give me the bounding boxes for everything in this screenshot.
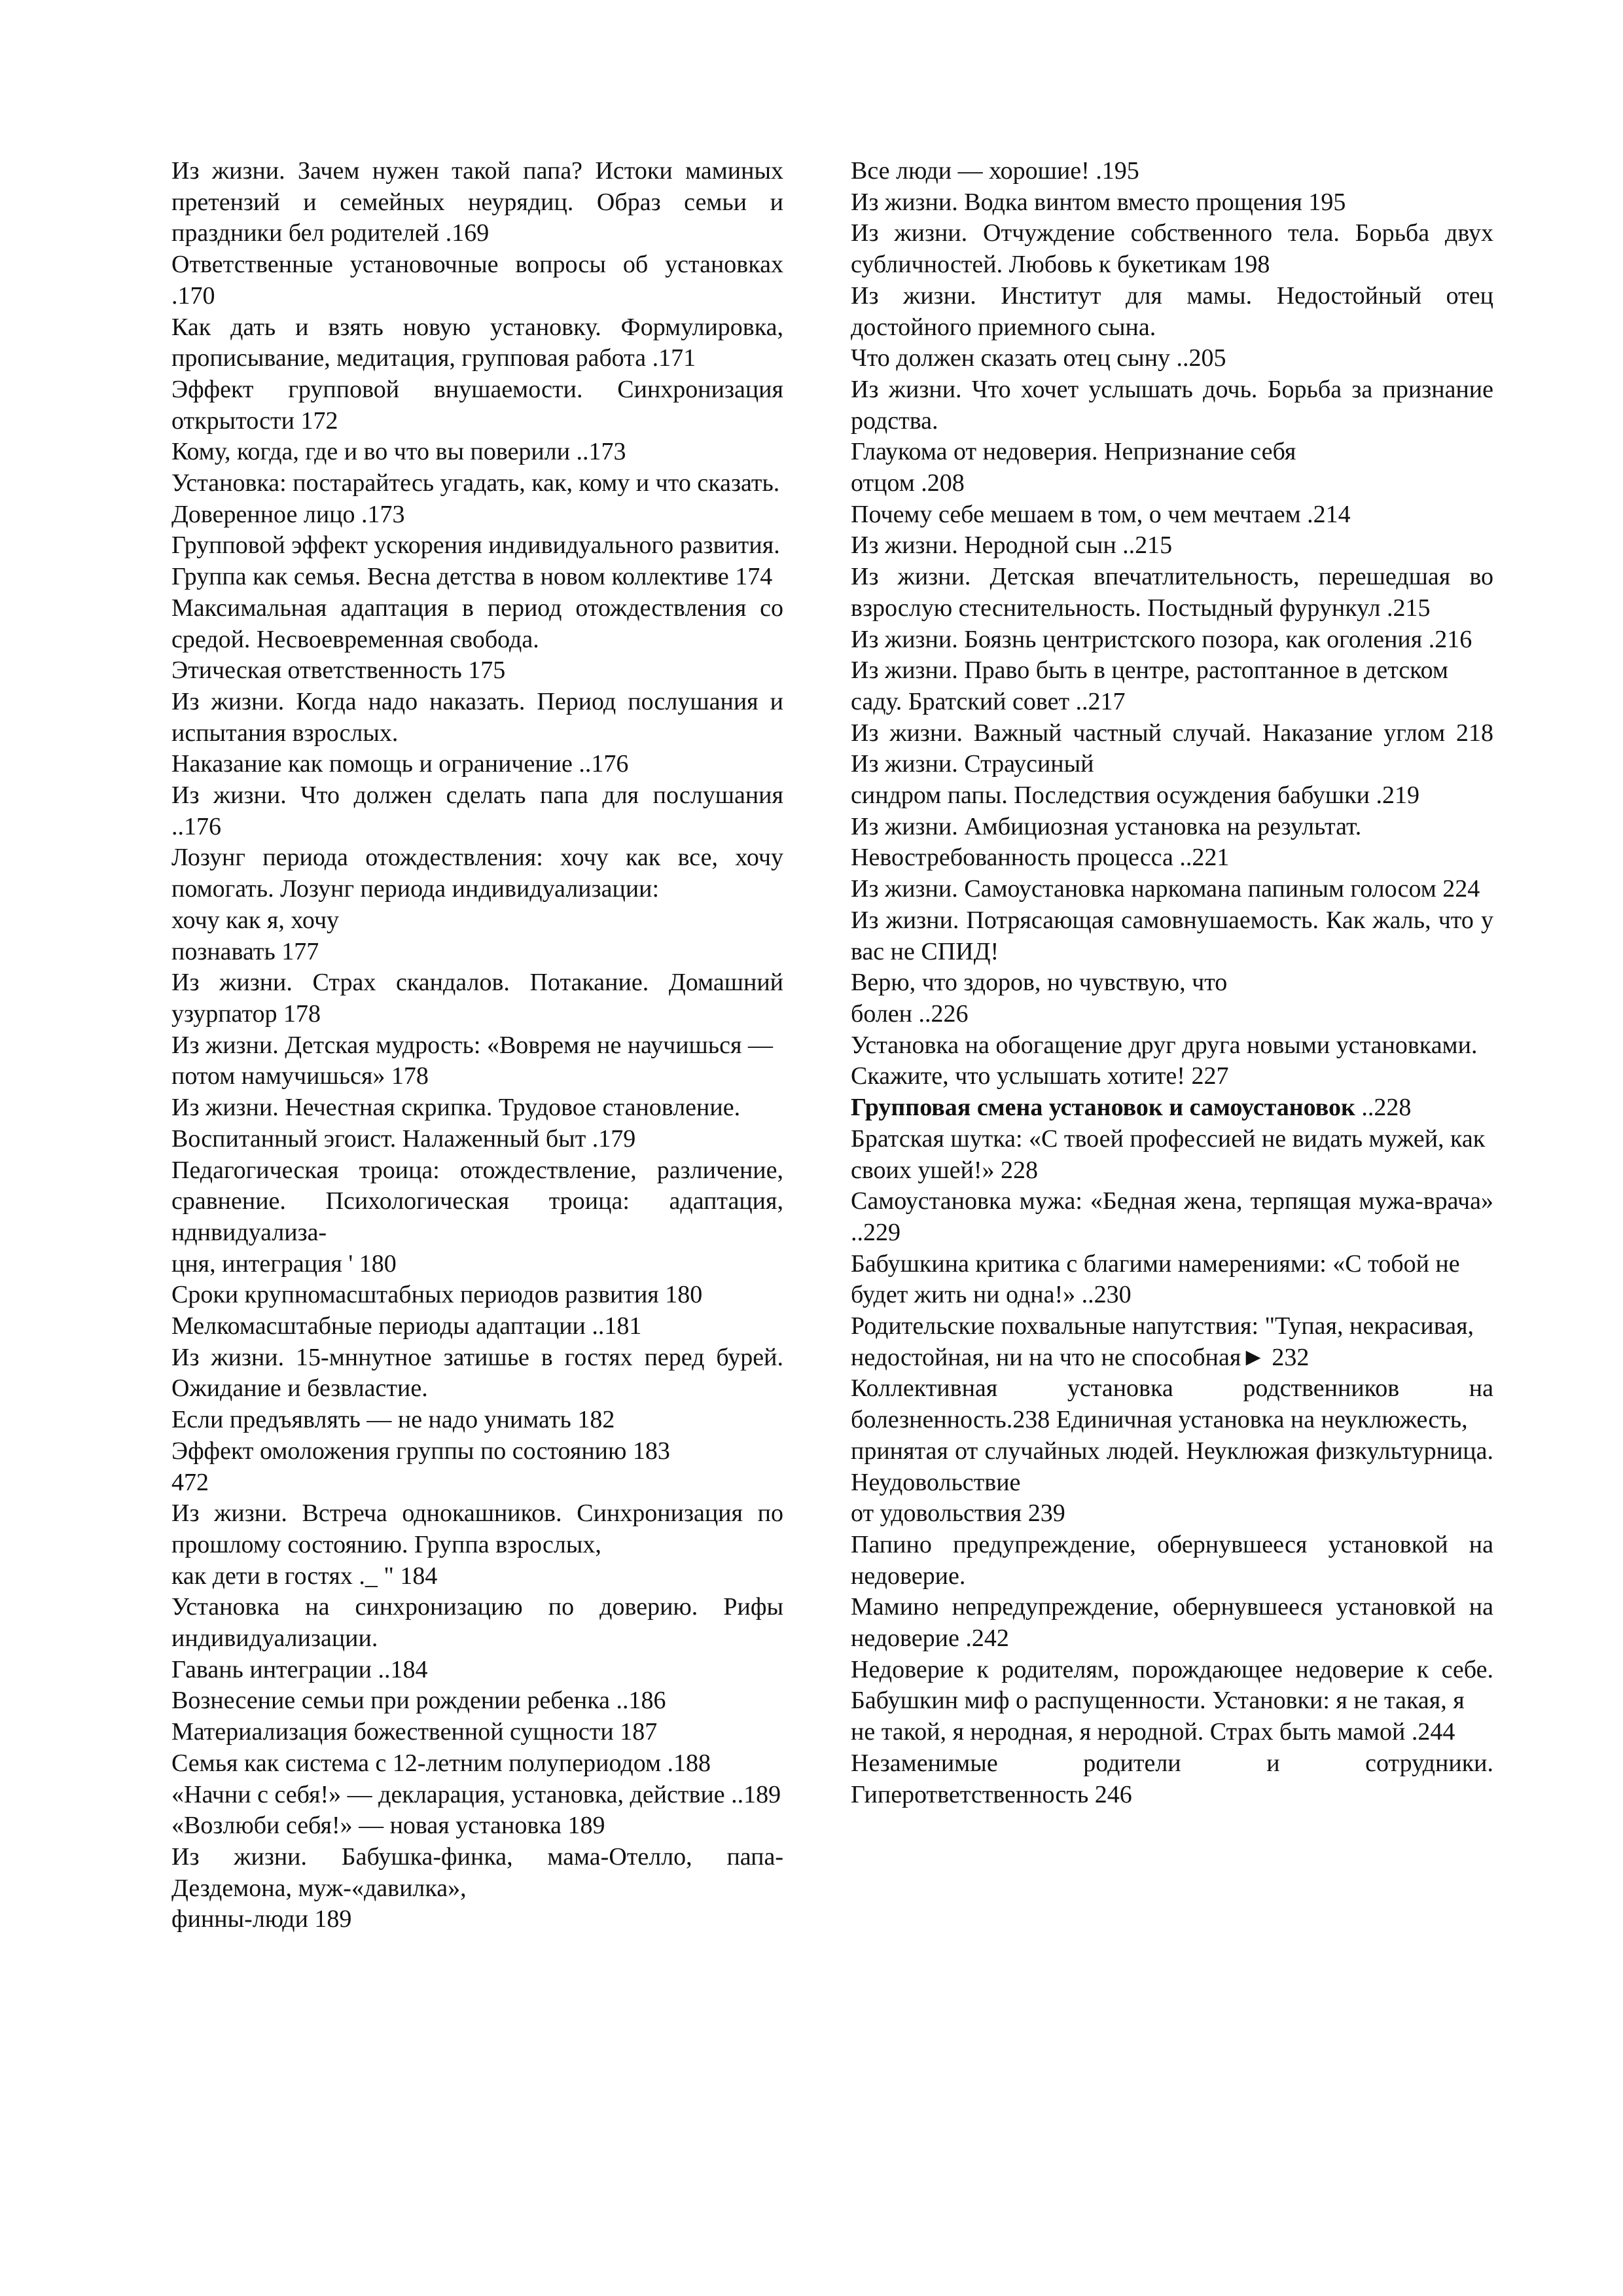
toc-entry: Группа как семья. Весна детства в новом коллективе 174: [171, 563, 773, 591]
toc-entry: Из жизни. Отчуждение собственного тела. Борьба двух субличностей. Любовь к букетикам 198: [851, 219, 1493, 279]
toc-entry: Из жизни. Нечестная скрипка. Трудовое становление.: [171, 1094, 741, 1122]
toc-entry: Из жизни. Что хочет услышать дочь. Борьба за признание родства.: [851, 375, 1493, 435]
toc-entry: Из жизни. Бабушка-финка, мама-Отелло, папа-Дездемона, муж-«давилка»,: [171, 1842, 783, 1902]
toc-entry: финны-люди 189: [171, 1905, 352, 1933]
toc-entry: Установка: постарайтесь угадать, как, кому и что сказать.: [171, 469, 780, 497]
toc-entry: недостойная, ни на что не способная► 232: [851, 1343, 1310, 1371]
toc-entry-bold: [851, 1092, 1493, 1124]
toc-entry: Из жизни. Самоустановка наркомана папиным голосом 224: [851, 875, 1480, 903]
toc-entry: Если предъявлять — не надо унимать 182: [171, 1406, 615, 1434]
toc-entry: Установка на синхронизацию по доверию. Рифы индивидуализации.: [171, 1593, 783, 1653]
toc-entry: Ответственные установочные вопросы об установках .170: [171, 251, 783, 310]
toc-entry: Из жизни. Боязнь центристского позора, как оголения .216: [851, 625, 1472, 653]
toc-entry: Из жизни. Детская мудрость: «Вовремя не научишься —: [171, 1031, 773, 1059]
toc-entry: потом намучишься» 178: [171, 1062, 429, 1090]
toc-entry: Установка на обогащение друг друга новыми установками.: [851, 1031, 1478, 1059]
toc-entry: будет жить ни одна!» ..230: [851, 1281, 1132, 1309]
toc-entry: Невостребованность процесса ..221: [851, 844, 1230, 872]
toc-entry: «Начни с себя!» — декларация, установка, действие ..189: [171, 1780, 781, 1808]
toc-entry: Из жизни. 15-мннутное затишье в гостях перед бурей. Ожидание и безвластие.: [171, 1343, 783, 1403]
toc-entry: Кому, когда, где и во что вы поверили ..173: [171, 438, 626, 466]
toc-entry: Мелкомасштабные периоды адаптации ..181: [171, 1312, 642, 1340]
toc-entry: Эффект омоложения группы по состоянию 183: [171, 1437, 670, 1465]
bold-heading-page: ..228: [1355, 1094, 1412, 1122]
toc-entry: своих ушей!» 228: [851, 1156, 1039, 1184]
bold-heading: Групповая смена установок и самоустановок: [851, 1094, 1355, 1122]
right-column: [851, 156, 1493, 1810]
toc-entry: Почему себе мешаем в том, о чем мечтаем .214: [851, 500, 1351, 528]
toc-entry: Семья как система с 12-летним полупериодом .188: [171, 1749, 711, 1777]
toc-entry: Из жизни. Страх скандалов. Потакание. Домашний узурпатор 178: [171, 969, 783, 1028]
toc-entry: Из жизни. Зачем нужен такой папа? Истоки маминых претензий и семейных неурядиц. Образ семьи и праздники бел родителей .169: [171, 157, 783, 247]
toc-entry: Воспитанный эгоист. Налаженный быт .179: [171, 1124, 636, 1153]
toc-entry: принятая от случайных людей. Неуклюжая физкультурница. Неудовольствие: [851, 1437, 1493, 1496]
toc-entry: Папино предупреждение, обернувшееся установкой на недоверие.: [851, 1530, 1493, 1590]
toc-entry: Доверенное лицо .173: [171, 500, 405, 528]
toc-entry: Из жизни. Институт для мамы. Недостойный отец достойного приемного сына.: [851, 281, 1493, 341]
toc-entry: Из жизни. Когда надо наказать. Период послушания и испытания взрослых.: [171, 687, 783, 747]
toc-entry: Из жизни. Неродной сын ..215: [851, 531, 1173, 560]
toc-entry: Братская шутка: «С твоей профессией не видать мужей, как: [851, 1124, 1486, 1153]
toc-entry: Из жизни. Право быть в центре, растоптанное в детском: [851, 656, 1448, 685]
toc-entry: Глаукома от недоверия. Непризнание себя: [851, 438, 1296, 466]
toc-entry: Гавань интеграции ..184: [171, 1655, 428, 1683]
toc-entry: Максимальная адаптация в период отождествления со средой. Несвоевременная свобода.: [171, 594, 783, 653]
toc-entry: познавать 177: [171, 937, 319, 965]
toc-entry: Что должен сказать отец сыну ..205: [851, 344, 1226, 372]
toc-entry: Материализация божественной сущности 187: [171, 1718, 658, 1746]
toc-entry: Мамино непредупреждение, обернувшееся установкой на недоверие .242: [851, 1593, 1493, 1653]
page-number: 472: [171, 1468, 209, 1496]
toc-entry: Родительские похвальные напутствия: "Тупая, некрасивая,: [851, 1312, 1474, 1340]
toc-entry: Из жизни. Что должен сделать папа для послушания ..176: [171, 781, 783, 840]
toc-entry: Незаменимые родители и сотрудники. Гиперответственность 246: [851, 1749, 1493, 1808]
toc-entry: синдром папы. Последствия осуждения бабушки .219: [851, 781, 1419, 810]
toc-entry: Наказание как помощь и ограничение ..176: [171, 750, 629, 778]
toc-entry: болен ..226: [851, 999, 969, 1028]
toc-entry: цня, интеграция ' 180: [171, 1249, 397, 1278]
toc-entry: Бабушкина критика с благими намерениями: «С тобой не: [851, 1249, 1460, 1278]
toc-entry: Скажите, что услышать хотите! 227: [851, 1062, 1229, 1090]
toc-entry: Верю, что здоров, но чувствую, что: [851, 969, 1228, 997]
toc-entry: Групповой эффект ускорения индивидуального развития.: [171, 531, 780, 560]
toc-entry: не такой, я неродная, я неродной. Страх быть мамой .244: [851, 1718, 1455, 1746]
toc-entry: Коллективная установка родственников на болезненность.238 Единичная установка на неуклюжесть,: [851, 1374, 1493, 1434]
toc-entry: как дети в гостях ._ " 184: [171, 1562, 438, 1590]
toc-entry: Вознесение семьи при рождении ребенка ..186: [171, 1687, 666, 1715]
toc-entry: Недоверие к родителям, порождающее недоверие к себе. Бабушкин миф о распущенности. Установки: я не такая, я: [851, 1655, 1493, 1715]
toc-entry: Сроки крупномасштабных периодов развития 180: [171, 1281, 703, 1309]
toc-entry: Из жизни. Встреча однокашников. Синхронизация по прошлому состоянию. Группа взрослых,: [171, 1499, 783, 1558]
toc-entry: Из жизни. Важный частный случай. Наказание углом 218 Из жизни. Страусиный: [851, 719, 1493, 778]
toc-entry: Из жизни. Водка винтом вместо прощения 195: [851, 188, 1346, 216]
toc-entry: Как дать и взять новую установку. Формулировка, прописывание, медитация, групповая работа .171: [171, 313, 783, 372]
toc-entry: Педагогическая троица: отождествление, различение, сравнение. Психологическая троица: адаптация, нднвидуализа-: [171, 1156, 783, 1246]
toc-entry: Из жизни. Потрясающая самовнушаемость. Как жаль, что у вас не СПИД!: [851, 906, 1493, 965]
toc-entry: Из жизни. Детская впечатлительность, перешедшая во взрослую стеснительность. Постыдный фурункул .215: [851, 563, 1493, 622]
toc-entry: Самоустановка мужа: «Бедная жена, терпящая мужа-врача» ..229: [851, 1187, 1493, 1246]
toc-entry: Из жизни. Амбициозная установка на результат.: [851, 812, 1362, 840]
toc-entry: Лозунг периода отождествления: хочу как все, хочу помогать. Лозунг периода индивидуализации:: [171, 844, 783, 903]
toc-entry: «Возлюби себя!» — новая установка 189: [171, 1812, 605, 1840]
toc-entry: Эффект групповой внушаемости. Синхронизация открытости 172: [171, 375, 783, 435]
toc-entry: хочу как я, хочу: [171, 906, 340, 934]
toc-entry: Этическая ответственность 175: [171, 656, 506, 685]
toc-entry: саду. Братский совет ..217: [851, 687, 1126, 715]
left-column: [171, 156, 783, 1935]
toc-entry: Все люди — хорошие! .195: [851, 157, 1139, 185]
toc-entry: от удовольствия 239: [851, 1499, 1065, 1528]
toc-entry: отцом .208: [851, 469, 965, 497]
